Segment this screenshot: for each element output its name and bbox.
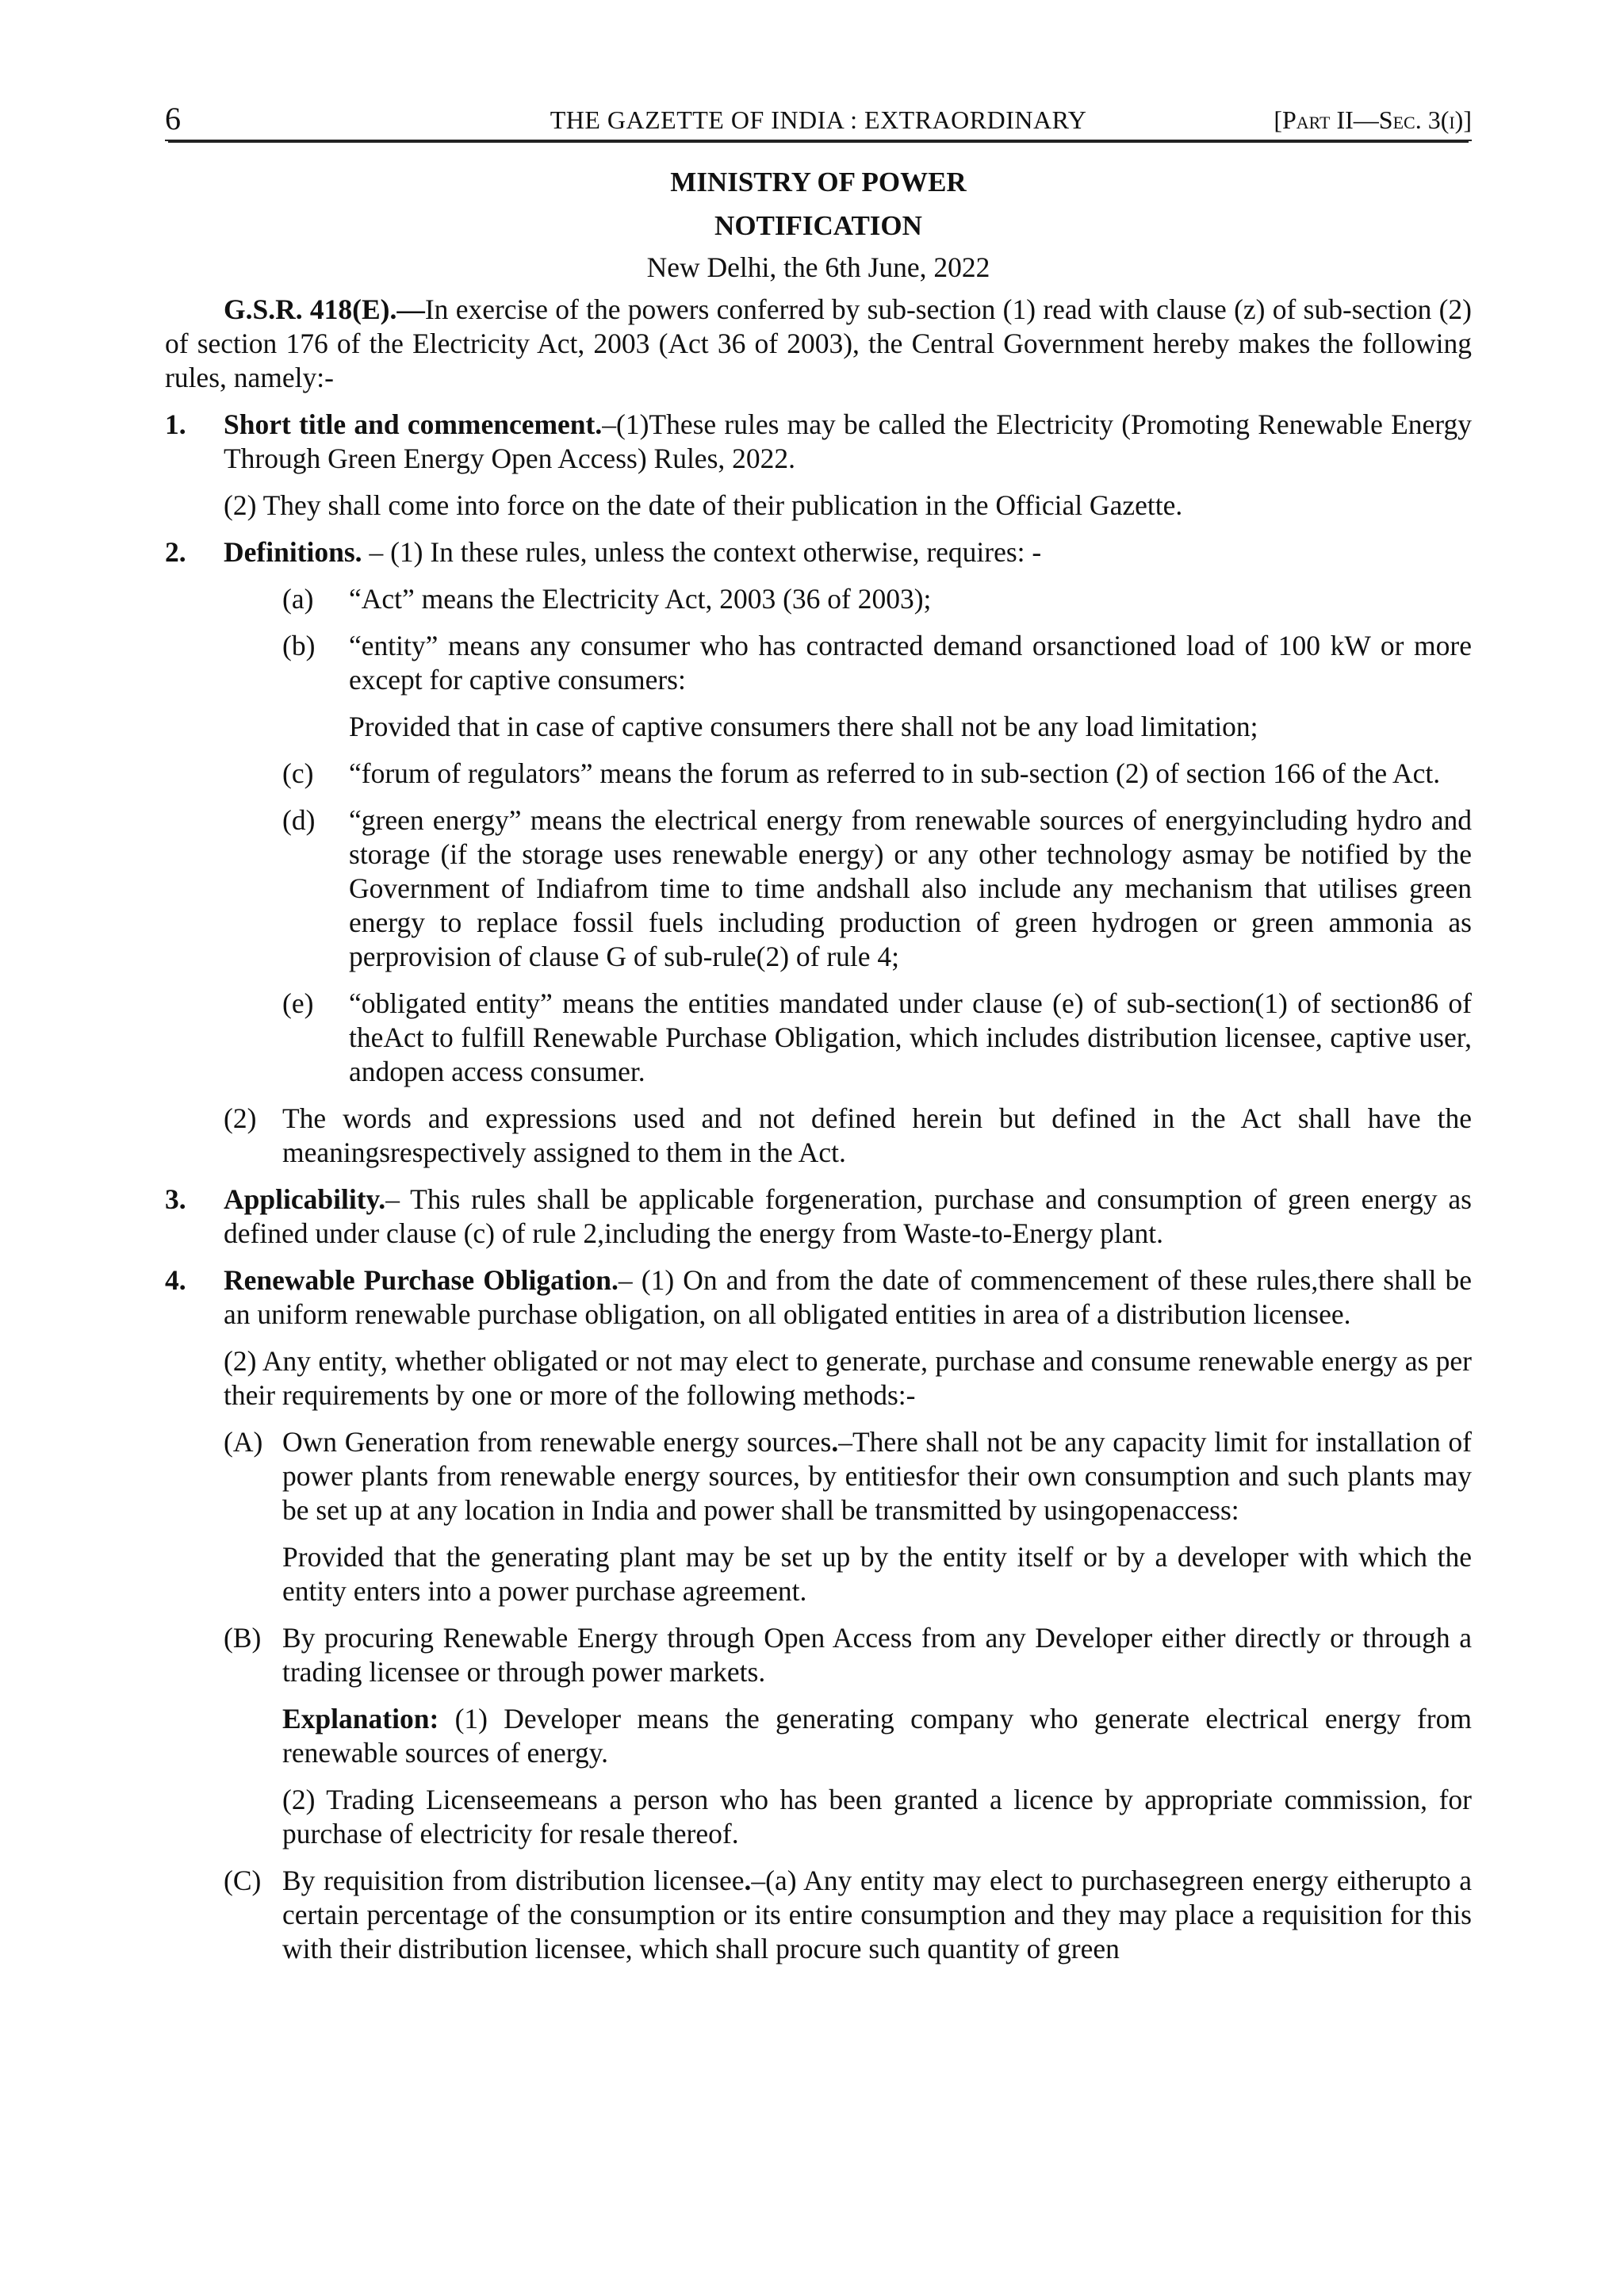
dateline: New Delhi, the 6th June, 2022 <box>646 251 990 283</box>
rule-number: 1. <box>165 408 186 440</box>
rule-number: 2. <box>165 536 186 568</box>
ministry-heading: MINISTRY OF POWER <box>670 167 967 197</box>
part-section: [Part II—Sec. 3(i)] <box>1274 105 1472 134</box>
definition-item: (c) “forum of regulators” means the forum as referred to in sub-section (2) of section 166 of the Act. <box>282 757 1441 789</box>
rule-text: –(1)These rules may be called the Electricity (Promoting Renewable Energy Through Green Energy Open Access) Rules, 2022. <box>224 408 1472 474</box>
rule-3 <box>165 1182 1472 1251</box>
proviso: Provided that the generating plant may be set up by the entity itself or by a developer with which the entity enters into a power purchase agreement. <box>282 1541 1472 1607</box>
method-C: (C) By requisition from distribution licensee.–(a) Any entity may elect to purchasegreen energy eitherupto a certain percentage of the consumption or its entire consumption and they may place a requisition for this with their distribution licensee, which shall procure such quantity of green <box>224 1865 1472 1964</box>
rule-title: Definitions. <box>224 536 362 568</box>
intro-text: In exercise of the powers conferred by sub-section (1) read with clause (z) of sub-section (2) of section 176 of the Electricity Act, 2003 (Act 36 of 2003), the Central Government hereby makes the following rules, namely:- <box>165 293 1472 393</box>
intro-paragraph <box>165 293 1472 395</box>
proviso: Provided that in case of captive consumers there shall not be any load limitation; <box>349 711 1258 742</box>
definition-item: (b) “entity” means any consumer who has contracted demand orsanctioned load of 100 kW or more except for captive consumers: Provided that in case of captive consumers there shall not be any load limitation; <box>282 630 1472 742</box>
gsr-reference: G.S.R. 418(E).— <box>224 293 425 325</box>
rule-2-subrule-2: (2) The words and expressions used and not defined herein but defined in the Act shall have the meaningsrespectively assigned to them in the Act. <box>224 1102 1472 1168</box>
notification-heading: NOTIFICATION <box>714 210 922 241</box>
explanation-2: (2) Trading Licenseemeans a person who has been granted a licence by appropriate commission, for purchase of electricity for resale thereof. <box>282 1784 1472 1849</box>
method-B: (B) By procuring Renewable Energy through Open Access from any Developer either directly or through a trading licensee or through power markets. Explanation: (1) Developer means the generating company who generate electrical energy from renewable sources of energy. (2) Trading Licenseemeans a person who has been granted a licence by appropriate commission, for purchase of electricity for resale thereof. <box>224 1622 1472 1849</box>
rule-number: 3. <box>165 1183 186 1215</box>
rule-text: – (1) In these rules, unless the context otherwise, requires: - <box>362 536 1042 568</box>
gazette-title: THE GAZETTE OF INDIA : EXTRAORDINARY <box>550 105 1087 134</box>
page-header <box>165 95 1472 141</box>
rule-text: – (1) On and from the date of commencement of these rules,there shall be an uniform renewable purchase obligation, on all obligated entities in area of a distribution licensee. <box>224 1264 1472 1330</box>
rule-title: Renewable Purchase Obligation. <box>224 1264 619 1296</box>
rule-1-subrule-2: (2) They shall come into force on the date of their publication in the Official Gazette. <box>224 489 1183 521</box>
rule-text: – This rules shall be applicable forgeneration, purchase and consumption of green energy as defined under clause (c) of rule 2,including the energy from Waste-to-Energy plant. <box>224 1183 1472 1249</box>
rule-4-subrule-2: (2) Any entity, whether obligated or not may elect to generate, purchase and consume renewable energy as per their requirements by one or more of the following methods:- <box>224 1345 1472 1411</box>
rule-title: Short title and commencement. <box>224 408 603 440</box>
explanation-title: Explanation: <box>282 1703 439 1734</box>
rule-title: Applicability. <box>224 1183 386 1215</box>
page-number: 6 <box>165 101 181 136</box>
definition-item: (a) “Act” means the Electricity Act, 2003 (36 of 2003); <box>282 583 932 615</box>
rule-4 <box>165 1263 1472 1966</box>
rule-2 <box>165 535 1472 1170</box>
gazette-page <box>165 95 1472 1966</box>
definition-item: (d) “green energy” means the electrical energy from renewable sources of energyincluding hydro and storage (if the storage uses renewable energy) or any other technology asmay be notified by the Government of Indiafrom time to time andshall also include any mechanism that utilises green energy to replace fossil fuels including production of green hydrogen or green ammonia as perprovision of clause G of sub-rule(2) of rule 4; <box>282 804 1472 972</box>
rule-number: 4. <box>165 1264 186 1296</box>
rule-1 <box>165 408 1472 523</box>
explanation: Explanation: (1) Developer means the generating company who generate electrical energy from renewable sources of energy. <box>282 1703 1472 1769</box>
definition-item: (e) “obligated entity” means the entities mandated under clause (e) of sub-section(1) of section86 of theAct to fulfill Renewable Purchase Obligation, which includes distribution licensee, captive user, andopen access consumer. <box>282 987 1472 1087</box>
method-A: (A) Own Generation from renewable energy sources.–There shall not be any capacity limit for installation of power plants from renewable energy sources, by entitiesfor their own consumption and such plants may be set up at any location in India and power shall be transmitted by usingopenaccess: Provided that the generating plant may be set up by the entity itself or by a developer with which the entity enters into a power purchase agreement. <box>224 1426 1473 1607</box>
